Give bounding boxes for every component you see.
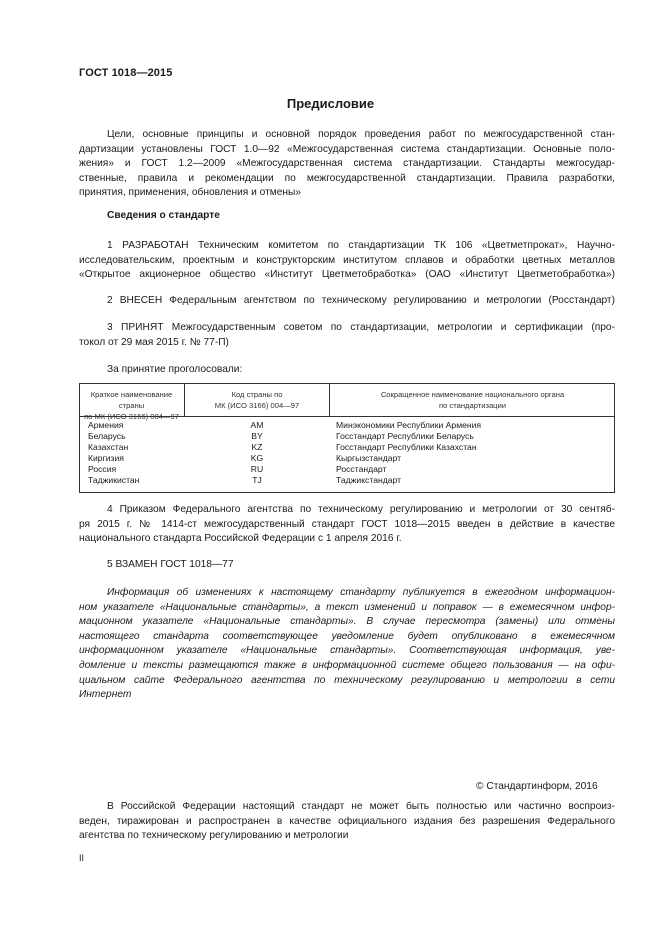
text-line: 1 РАЗРАБОТАН Техническим комитетом по стандартизации ТК 106 «Цветметпрокат», Научно- bbox=[107, 240, 615, 251]
text-line: ном указателе «Национальные стандарты», а текст изменений и поправок — в ежемесячном инфор- bbox=[79, 601, 615, 613]
item-5-paragraph bbox=[79, 558, 615, 573]
legal-notice-paragraph bbox=[79, 800, 615, 844]
table-cell: TJ bbox=[252, 475, 262, 485]
text-line: ря 2015 г. № 1414-ст межгосударственный стандарт ГОСТ 1018—2015 введен в действие в качестве bbox=[79, 518, 615, 530]
table-cell: Минэкономики Республики Армения bbox=[336, 420, 482, 430]
info-paragraph bbox=[79, 586, 615, 703]
text-line: домление и тексты размещаются также в информационной системе общего пользования — на офи- bbox=[79, 659, 615, 671]
text-line: веден, тиражирован и распространен в качестве официального издания без разрешения Федерального bbox=[79, 815, 615, 827]
item-2-paragraph bbox=[79, 294, 615, 309]
text-line: национального стандарта Российской Федерации с 1 апреля 2016 г. bbox=[79, 533, 402, 545]
text-line: Интернет bbox=[79, 689, 132, 701]
table-cell: Госстандарт Республики Беларусь bbox=[336, 431, 474, 441]
text-line: жения» и ГОСТ 1.2—2009 «Межгосударственная система стандартизации. Стандарты межгосудар- bbox=[79, 158, 615, 170]
table-cell: Госстандарт Республики Казахстан bbox=[336, 442, 477, 452]
table-cell: Беларусь bbox=[88, 431, 126, 441]
text-line: 2 ВНЕСЕН Федеральным агентством по техническому регулированию и метрологии (Росстандарт) bbox=[107, 295, 615, 306]
text-line: Информация об изменениях к настоящему стандарту публикуется в ежегодном информацион- bbox=[107, 587, 615, 598]
text-line: принятия, применения, обновления и отмены» bbox=[79, 187, 302, 199]
text-line: настоящего стандарта соответствующее уведомление будет опубликовано в ежемесячном bbox=[79, 630, 615, 642]
text-line: исследовательским, проектным и конструкторским институтом сплавов и обработки цветных металлов bbox=[79, 254, 615, 266]
countries-table bbox=[79, 383, 615, 493]
table-header-body: Сокращенное наименование национального органа по стандартизации bbox=[380, 390, 565, 410]
table-header-country: Краткое наименование страны по МК (ИСО 3166) 004—97 bbox=[84, 390, 179, 421]
copyright-notice: © Стандартинформ, 2016 bbox=[476, 781, 598, 792]
table-cell: Армения bbox=[88, 420, 124, 430]
item-4-paragraph bbox=[79, 503, 615, 547]
page-number: II bbox=[79, 853, 85, 863]
vote-label: За принятие проголосовали: bbox=[107, 364, 243, 375]
text-line: дартизации установлены ГОСТ 1.0—92 «Межгосударственная система стандартизации. Основные поло- bbox=[79, 143, 615, 155]
text-line: ственные, правила и рекомендации по межгосударственной стандартизации. Правила разработки, bbox=[79, 172, 615, 184]
text-line: Цели, основные принципы и основной порядок проведения работ по межгосударственной стан- bbox=[107, 129, 615, 140]
table-cell: KZ bbox=[251, 442, 263, 452]
table-cell: Россия bbox=[88, 464, 117, 474]
table-cell: RU bbox=[250, 464, 264, 474]
text-line: токол от 29 мая 2015 г. № 77-П) bbox=[79, 336, 229, 348]
intro-paragraph bbox=[79, 128, 615, 201]
table-cell: Таджикстандарт bbox=[336, 475, 402, 485]
table-cell: Киргизия bbox=[88, 453, 124, 463]
table-column-bodies bbox=[336, 420, 611, 486]
text-line: 4 Приказом Федерального агентства по техническому регулированию и метрологии от 30 сентяб- bbox=[107, 504, 615, 515]
page-title: Предисловие bbox=[286, 96, 375, 111]
table-cell: AM bbox=[250, 420, 264, 430]
text-line: В Российской Федерации настоящий стандарт не может быть полностью или частично воспроиз- bbox=[107, 801, 615, 812]
table-column-countries bbox=[88, 420, 183, 486]
text-line: «Открытое акционерное общество «Институт Цветметобработка» (ОАО «Институт Цветметобработка») bbox=[79, 269, 615, 281]
item-1-paragraph bbox=[79, 239, 615, 283]
text-line: циальном сайте Федерального агентства по техническому регулированию и метрологии в сети bbox=[79, 674, 615, 686]
table-cell: Казахстан bbox=[88, 442, 129, 452]
table-cell: Кыргызстандарт bbox=[336, 453, 402, 463]
table-cell: BY bbox=[251, 431, 263, 441]
table-column-codes bbox=[185, 420, 329, 486]
text-line: информационном указателе «Национальные стандарты». Соответствующая информация, уве- bbox=[79, 645, 615, 657]
section-subtitle: Сведения о стандарте bbox=[107, 210, 220, 221]
table-cell: KG bbox=[250, 453, 264, 463]
text-line: агентства по техническому регулированию и метрологии bbox=[79, 830, 349, 842]
table-header-code: Код страны по МК (ИСО 3166) 004—97 bbox=[214, 390, 300, 410]
text-line: мационном указателе «Национальные стандарты». В случае пересмотра (замены) или отмены bbox=[79, 616, 615, 628]
item-3-paragraph bbox=[79, 321, 615, 350]
text-line: 3 ПРИНЯТ Межгосударственным советом по стандартизации, метрологии и сертификации (про- bbox=[107, 322, 615, 333]
text-line: 5 ВЗАМЕН ГОСТ 1018—77 bbox=[107, 559, 234, 570]
table-cell: Таджикистан bbox=[88, 475, 140, 485]
doc-code-header: ГОСТ 1018—2015 bbox=[79, 67, 173, 79]
table-cell: Росстандарт bbox=[336, 464, 387, 474]
